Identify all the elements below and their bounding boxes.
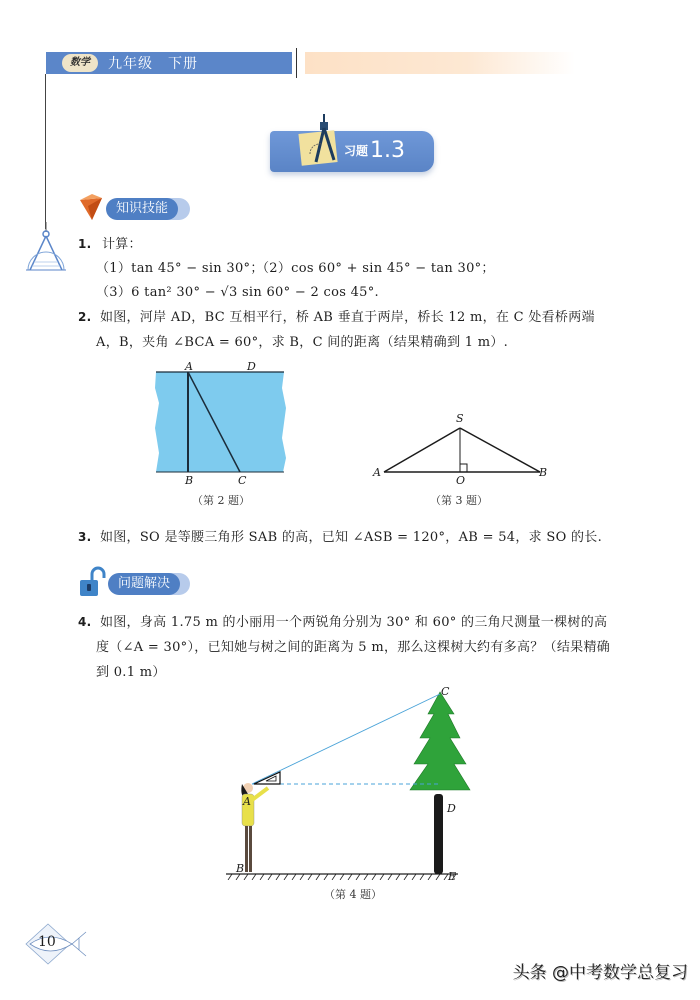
subject-badge: 数学 (62, 54, 98, 72)
lock-section-icon (76, 566, 106, 598)
fig4-label-a: A (243, 795, 251, 808)
fig2-label-c: C (238, 474, 247, 487)
watermark: 头条 @中考数学总复习 (512, 963, 688, 983)
figure-4-caption: （第 4 题） (324, 888, 382, 901)
fig2-label-d: D (247, 360, 256, 373)
compass-icon (306, 114, 342, 166)
problem-4-text-1: 如图，身高 1.75 m 的小丽用一个两锐角分别为 30° 和 60° 的三角尺测量一棵树的高 (99, 615, 608, 630)
problem-3-line-1 (78, 526, 602, 545)
fig3-label-a: A (373, 466, 381, 479)
page-number: 10 (38, 934, 56, 950)
problem-1 (78, 233, 142, 252)
problem-2-line-2: A，B，夹角 ∠BCA = 60°，求 B，C 间的距离（结果精确到 1 m）. (96, 335, 509, 350)
figure-4-tree-measurement-diagram (222, 684, 472, 880)
figure-2-caption: （第 2 题） (192, 494, 250, 507)
fig3-label-o: O (456, 474, 466, 487)
fig4-label-b: B (236, 862, 245, 875)
problem-2-number: 2. (78, 310, 92, 324)
exercise-title (344, 138, 405, 163)
header-divider (296, 48, 297, 78)
pencil-section-icon (78, 192, 104, 222)
figure-3-triangle-diagram (370, 418, 550, 478)
problem-1-part-1: （1）tan 45° − sin 30°； (96, 261, 264, 276)
margin-line (45, 74, 46, 229)
fig3-label-b: B (539, 466, 548, 479)
fig4-label-d: D (447, 802, 456, 815)
problem-2-text-1: 如图，河岸 AD，BC 互相平行，桥 AB 垂直于两岸，桥长 12 m，在 C 处看桥两端 (99, 310, 595, 325)
grade-label: 九年级 下册 (108, 56, 198, 72)
problem-4-line-2: 度（∠A = 30°），已知她与树之间的距离为 5 m，那么这棵树大约有多高？（结果精确 (96, 640, 611, 655)
exercise-title-prefix: 习题 (344, 144, 369, 158)
exercise-title-number: 1.3 (370, 138, 406, 163)
problem-1-stem: 计算： (101, 237, 142, 252)
problem-3-text-1: 如图，SO 是等腰三角形 SAB 的高，已知 ∠ASB = 120°，AB = 54，求 SO 的长. (99, 530, 603, 545)
fig4-label-e: E (448, 870, 457, 883)
problem-1-part-3: （3）6 tan² 30° − √3 sin 60° − 2 cos 45°. (96, 285, 379, 300)
figure-2-river-diagram (150, 358, 290, 486)
fig4-label-c: C (441, 685, 450, 698)
problem-1-part-2: （2）cos 60° + sin 45° − tan 30°； (256, 261, 495, 276)
fig3-label-s: S (456, 412, 464, 425)
problem-1-number: 1. (78, 237, 92, 251)
problem-4-line-3: 到 0.1 m） (96, 665, 166, 680)
problem-2-line-1 (78, 306, 595, 325)
compass-ornament-icon (22, 222, 70, 274)
fig2-label-b: B (185, 474, 194, 487)
problem-4-number: 4. (78, 615, 92, 629)
header-accent-strip (305, 52, 575, 74)
fish-page-ornament-icon (24, 922, 94, 966)
problem-4-line-1 (78, 611, 607, 630)
section-problem-solving: 问题解决 (108, 573, 180, 595)
figure-3-caption: （第 3 题） (430, 494, 488, 507)
fig2-label-a: A (185, 360, 193, 373)
section-knowledge-skills: 知识技能 (106, 198, 178, 220)
problem-3-number: 3. (78, 530, 92, 544)
